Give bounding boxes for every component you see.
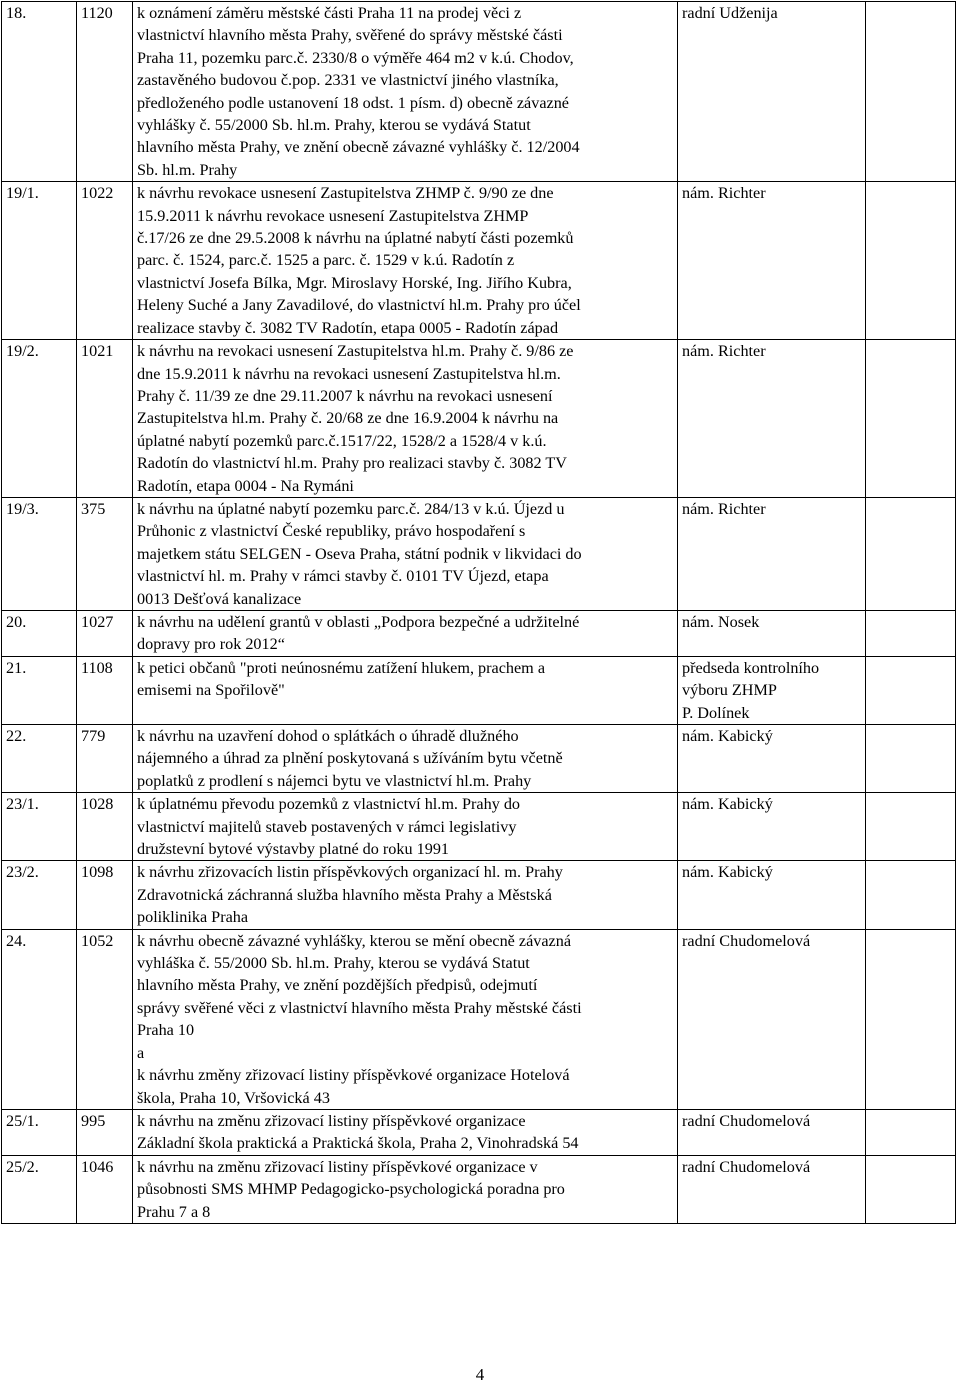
print-number: 1052 xyxy=(77,929,133,1109)
presenter: nám. Kabický xyxy=(678,861,866,929)
item-title: k návrhu na změnu zřizovací listiny příspěvkové organizace v působnosti SMS MHMP Pedagogicko-psychologická poradna pro Prahu 7 a 8 xyxy=(133,1155,678,1223)
item-title: k návrhu zřizovacích listin příspěvkových organizací hl. m. Prahy Zdravotnická záchranná služba hlavního města Prahy a Městská poliklinika Praha xyxy=(133,861,678,929)
print-number: 1108 xyxy=(77,656,133,724)
agenda-table xyxy=(1,1,956,1224)
item-number: 21. xyxy=(2,656,77,724)
agenda-row xyxy=(2,340,956,498)
item-title: k petici občanů "proti neúnosnému zatížení hlukem, prachem a emisemi na Spořilově" xyxy=(133,656,678,724)
agenda-row xyxy=(2,2,956,182)
presenter: radní Chudomelová xyxy=(678,1155,866,1223)
item-title: k návrhu na změnu zřizovací listiny příspěvkové organizace Základní škola praktická a Praktická škola, Praha 2, Vinohradská 54 xyxy=(133,1109,678,1155)
agenda-row xyxy=(2,861,956,929)
item-number: 19/1. xyxy=(2,182,77,340)
item-title: k návrhu na udělení grantů v oblasti „Podpora bezpečné a udržitelné dopravy pro rok 2012“ xyxy=(133,610,678,656)
item-number: 19/2. xyxy=(2,340,77,498)
notes-cell xyxy=(866,182,956,340)
item-number: 20. xyxy=(2,610,77,656)
print-number: 1046 xyxy=(77,1155,133,1223)
item-number: 25/2. xyxy=(2,1155,77,1223)
presenter: nám. Kabický xyxy=(678,793,866,861)
print-number: 1022 xyxy=(77,182,133,340)
presenter: nám. Richter xyxy=(678,182,866,340)
print-number: 995 xyxy=(77,1109,133,1155)
presenter: nám. Nosek xyxy=(678,610,866,656)
agenda-row xyxy=(2,182,956,340)
notes-cell xyxy=(866,2,956,182)
item-title: k návrhu na revokaci usnesení Zastupitelstva hl.m. Prahy č. 9/86 ze dne 15.9.2011 k návrhu na revokaci usnesení Zastupitelstva hl.m. Prahy č. 11/39 ze dne 29.11.2007 k návrhu na revokaci usnesení Zastupitelstva hl.m. Prahy č. 20/68 ze dne 16.9.2004 k návrhu na úplatné nabytí pozemků parc.č.1517/22, 1528/2 a 1528/4 v k.ú. Radotín do vlastnictví hl.m. Prahy pro realizaci stavby č. 3082 TV Radotín, etapa 0004 - Na Rymáni xyxy=(133,340,678,498)
presenter: radní Udženija xyxy=(678,2,866,182)
presenter: předseda kontrolního výboru ZHMP P. Dolínek xyxy=(678,656,866,724)
presenter: nám. Richter xyxy=(678,497,866,610)
presenter: nám. Kabický xyxy=(678,725,866,793)
item-title: k úplatnému převodu pozemků z vlastnictví hl.m. Prahy do vlastnictví majitelů staveb postavených v rámci legislativy družstevní bytové výstavby platné do roku 1991 xyxy=(133,793,678,861)
item-number: 23/1. xyxy=(2,793,77,861)
item-number: 22. xyxy=(2,725,77,793)
item-number: 19/3. xyxy=(2,497,77,610)
notes-cell xyxy=(866,725,956,793)
page-number: 4 xyxy=(475,1365,485,1384)
notes-cell xyxy=(866,861,956,929)
agenda-row xyxy=(2,1109,956,1155)
agenda-row xyxy=(2,929,956,1109)
print-number: 779 xyxy=(77,725,133,793)
agenda-row xyxy=(2,497,956,610)
item-number: 25/1. xyxy=(2,1109,77,1155)
item-title: k návrhu obecně závazné vyhlášky, kterou se mění obecně závazná vyhláška č. 55/2000 Sb. hl.m. Prahy, kterou se vydává Statut hlavního města Prahy, ve znění pozdějších předpisů, odejmutí správy svěřené věci z vlastnictví hlavního města Prahy městské části Praha 10 a k návrhu změny zřizovací listiny příspěvkové organizace Hotelová škola, Praha 10, Vršovická 43 xyxy=(133,929,678,1109)
notes-cell xyxy=(866,929,956,1109)
presenter: radní Chudomelová xyxy=(678,1109,866,1155)
print-number: 1021 xyxy=(77,340,133,498)
notes-cell xyxy=(866,793,956,861)
item-number: 24. xyxy=(2,929,77,1109)
agenda-body xyxy=(2,2,956,1224)
notes-cell xyxy=(866,340,956,498)
item-title: k oznámení záměru městské části Praha 11 na prodej věci z vlastnictví hlavního města Prahy, svěřené do správy městské části Praha 11, pozemku parc.č. 2330/8 o výměře 464 m2 v k.ú. Chodov, zastavěného budovou č.pop. 2331 ve vlastnictví jiného vlastníka, předloženého podle ustanovení 18 odst. 1 písm. d) obecně závazné vyhlášky č. 55/2000 Sb. hl.m. Prahy, kterou se vydává Statut hlavního města Prahy, ve znění obecně závazné vyhlášky č. 12/2004 Sb. hl.m. Prahy xyxy=(133,2,678,182)
agenda-row xyxy=(2,656,956,724)
print-number: 1098 xyxy=(77,861,133,929)
item-title: k návrhu revokace usnesení Zastupitelstva ZHMP č. 9/90 ze dne 15.9.2011 k návrhu revokace usnesení Zastupitelstva ZHMP č.17/26 ze dne 29.5.2008 k návrhu na úplatné nabytí části pozemků parc. č. 1524, parc.č. 1525 a parc. č. 1529 v k.ú. Radotín z vlastnictví Josefa Bílka, Mgr. Miroslavy Horské, Ing. Jiřího Kubra, Heleny Suché a Jany Zavadilové, do vlastnictví hl.m. Prahy pro účel realizace stavby č. 3082 TV Radotín, etapa 0005 - Radotín západ xyxy=(133,182,678,340)
agenda-row xyxy=(2,610,956,656)
print-number: 1120 xyxy=(77,2,133,182)
notes-cell xyxy=(866,1155,956,1223)
print-number: 375 xyxy=(77,497,133,610)
item-title: k návrhu na uzavření dohod o splátkách o úhradě dlužného nájemného a úhrad za plnění poskytovaná s užíváním bytu včetně poplatků z prodlení s nájemci bytu ve vlastnictví hl.m. Prahy xyxy=(133,725,678,793)
print-number: 1028 xyxy=(77,793,133,861)
agenda-row xyxy=(2,1155,956,1223)
notes-cell xyxy=(866,497,956,610)
notes-cell xyxy=(866,656,956,724)
item-number: 23/2. xyxy=(2,861,77,929)
notes-cell xyxy=(866,610,956,656)
agenda-row xyxy=(2,725,956,793)
agenda-row xyxy=(2,793,956,861)
item-number: 18. xyxy=(2,2,77,182)
presenter: nám. Richter xyxy=(678,340,866,498)
notes-cell xyxy=(866,1109,956,1155)
print-number: 1027 xyxy=(77,610,133,656)
item-title: k návrhu na úplatné nabytí pozemku parc.č. 284/13 v k.ú. Újezd u Průhonic z vlastnictví České republiky, právo hospodaření s majetkem státu SELGEN - Oseva Praha, státní podnik v likvidaci do vlastnictví hl. m. Prahy v rámci stavby č. 0101 TV Újezd, etapa 0013 Dešťová kanalizace xyxy=(133,497,678,610)
presenter: radní Chudomelová xyxy=(678,929,866,1109)
